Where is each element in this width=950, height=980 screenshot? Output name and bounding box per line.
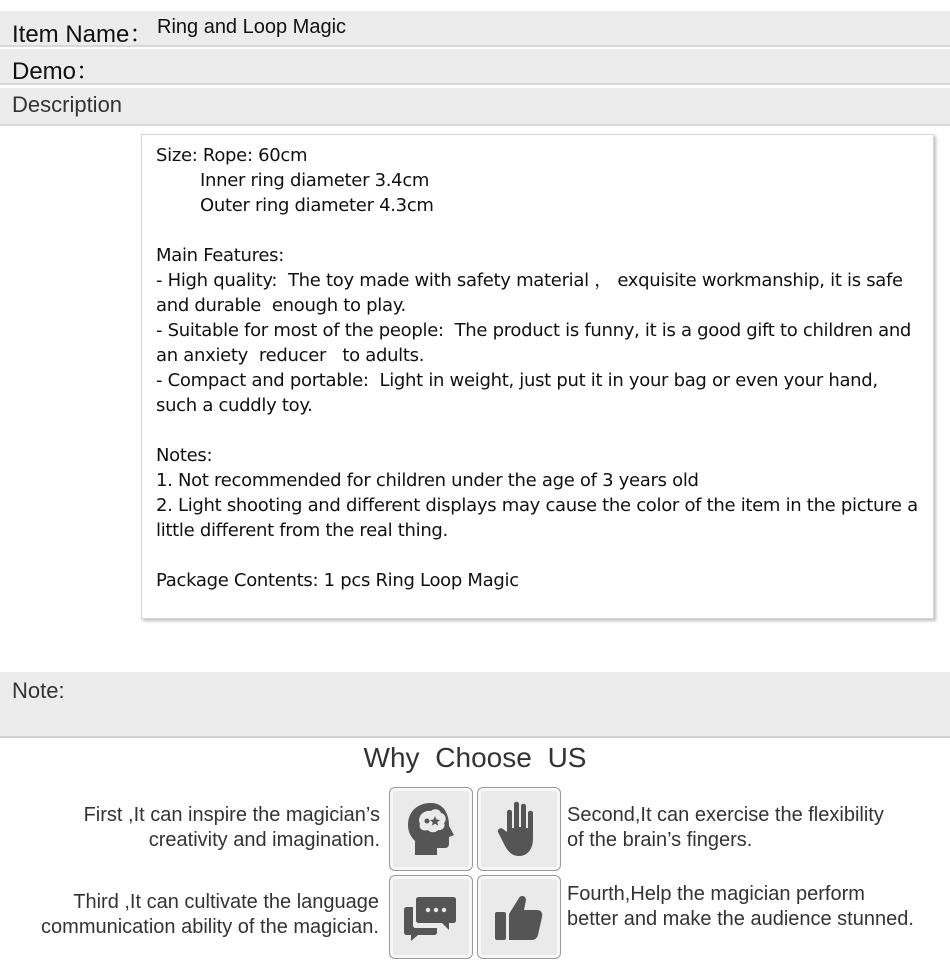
item-name-label: Item Name：: [12, 21, 154, 48]
reason-third: [0, 890, 379, 940]
hand-tile: [477, 787, 561, 871]
feature-line: - High quality: The toy made with safety material ， exquisite workmanship, it is safe: [156, 270, 903, 291]
inner-ring-line: Inner ring diameter 3.4cm: [200, 170, 430, 191]
item-name-value: Ring and Loop Magic: [157, 16, 347, 38]
thumbs-up-icon: [492, 890, 546, 944]
description-text: [156, 143, 927, 593]
demo-bar: [0, 49, 950, 83]
reason-line: creativity and imagination.: [148, 829, 380, 851]
reason-line: Fourth,Help the magician perform: [567, 883, 865, 905]
reason-fourth: [567, 882, 950, 932]
reason-line: First ,It can inspire the magician’s: [83, 804, 380, 826]
features-title: Main Features:: [156, 245, 284, 266]
description-label: Description: [12, 92, 123, 117]
note-line: little different from the real thing.: [156, 520, 448, 541]
feature-line: such a cuddly toy.: [156, 395, 313, 416]
outer-ring-line: Outer ring diameter 4.3cm: [200, 195, 434, 216]
chat-bubbles-icon: [403, 891, 459, 943]
note-line: 1. Not recommended for children under the age of 3 years old: [156, 470, 699, 491]
item-name-bar: [0, 11, 950, 48]
description-box: [141, 134, 934, 619]
description-bar: [0, 88, 950, 124]
package-contents: Package Contents: 1 pcs Ring Loop Magic: [156, 570, 519, 591]
brain-head-icon: [403, 799, 459, 859]
size-line: Size: Rope: 60cm: [156, 145, 308, 166]
demo-label: Demo：: [12, 58, 101, 85]
feature-line: - Compact and portable: Light in weight, just put it in your bag or even your hand,: [156, 370, 878, 391]
feature-line: - Suitable for most of the people: The product is funny, it is a good gift to children and: [156, 320, 912, 341]
reason-line: better and make the audience stunned.: [567, 908, 914, 930]
reason-second: [567, 803, 947, 853]
note-label: Note:: [12, 678, 65, 703]
reason-line: Third ,It can cultivate the language: [73, 891, 379, 913]
reason-first: [10, 803, 380, 853]
note-line: 2. Light shooting and different displays may cause the color of the item in the picture a: [156, 495, 918, 516]
why-choose-us-title: Why Choose US: [363, 742, 587, 773]
thumbs-tile: [477, 875, 561, 959]
note-bar: [0, 672, 950, 736]
notes-title: Notes:: [156, 445, 213, 466]
reason-line: Second,It can exercise the flexibility: [567, 804, 884, 826]
chat-tile: [389, 875, 473, 959]
feature-line: and durable enough to play.: [156, 295, 406, 316]
feature-line: an anxiety reducer to adults.: [156, 345, 425, 366]
hand-icon: [494, 798, 544, 860]
brain-tile: [389, 787, 473, 871]
reason-line: of the brain’s fingers.: [567, 829, 753, 851]
reason-line: communication ability of the magician.: [41, 916, 379, 938]
